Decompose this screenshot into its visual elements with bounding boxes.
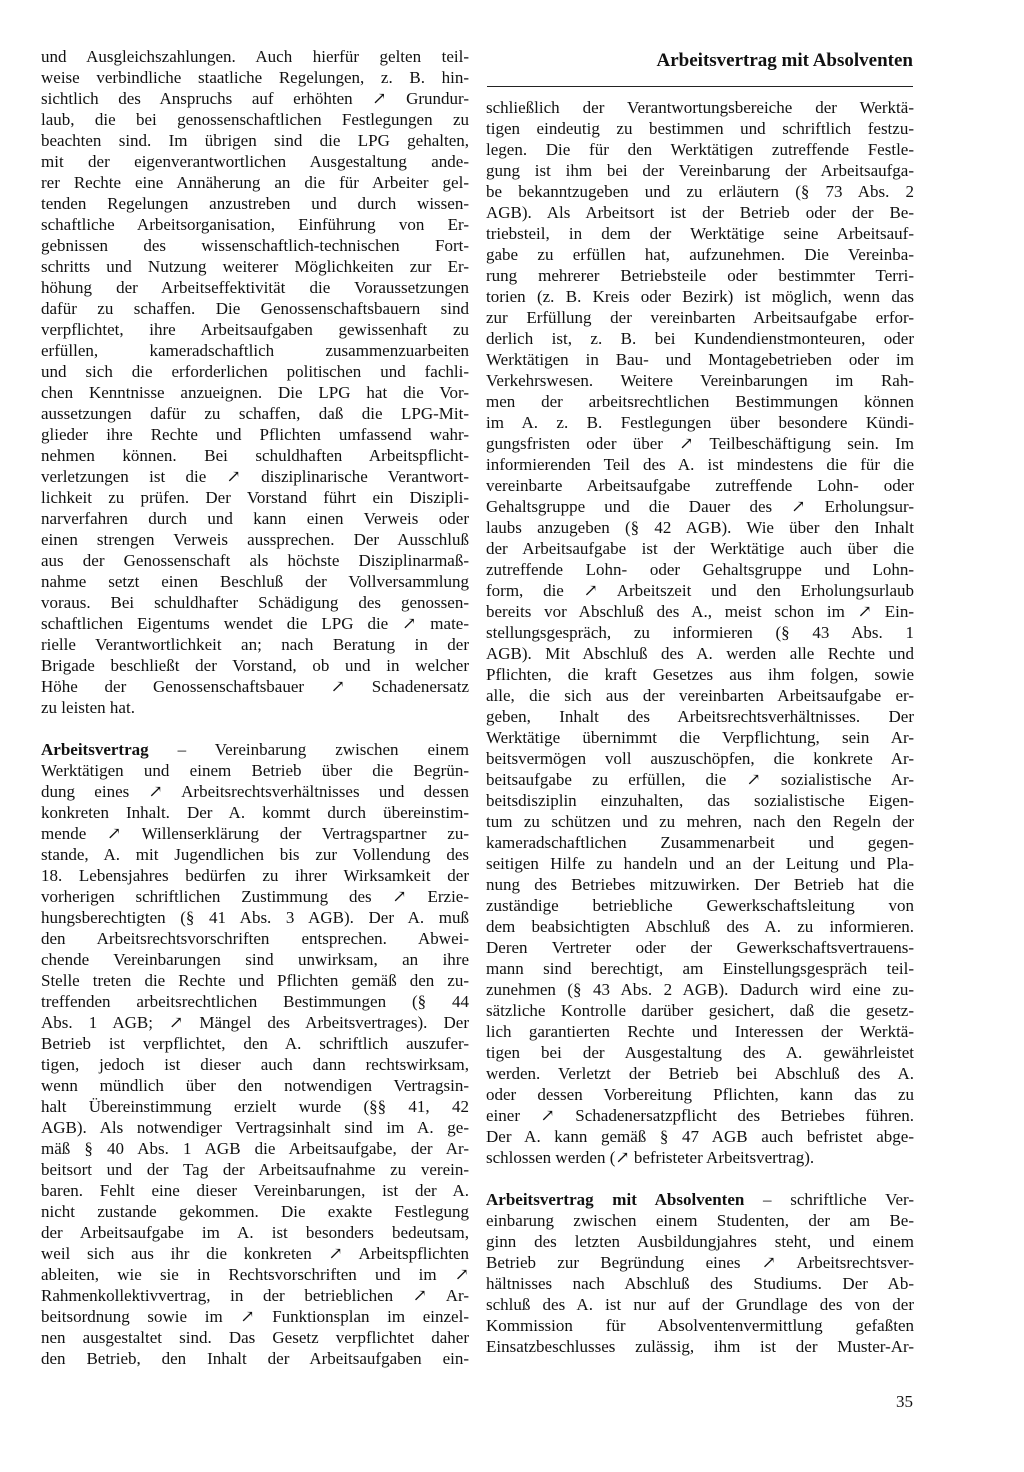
text-line: vereinbarte Arbeitsaufgabe zutreffende Lohn- oder bbox=[486, 476, 914, 495]
text-line: men der arbeitsrechtlichen Bestimmungen können bbox=[486, 392, 914, 411]
text-line: dung eines ↗ Arbeitsrechtsverhältnisses und dessen bbox=[41, 782, 469, 801]
text-line: derlich ist, z. B. bei Kundendienstmonteuren, oder bbox=[486, 329, 914, 348]
text-line: gebnissen des wissenschaftlich-technischen Fort- bbox=[41, 236, 469, 255]
text-line: mäß § 40 Abs. 1 AGB die Arbeitsaufgabe, der Ar- bbox=[41, 1139, 469, 1158]
text-line: Höhe der Genossenschaftsbauer ↗ Schadenersatz bbox=[41, 677, 469, 696]
entry-gap bbox=[486, 1168, 914, 1189]
text-line: chende Vereinbarungen sind unwirksam, an ihre bbox=[41, 950, 469, 969]
text-line: gungsfristen oder über ↗ Teilbeschäftigung sein. Im bbox=[486, 434, 914, 453]
text-line: seitigen Hilfe zu handeln und an der Leitung und Pla- bbox=[486, 854, 914, 873]
text-line: zutreffende Lohn- oder Gehaltsgruppe und Lohn- bbox=[486, 560, 914, 579]
text-line: lichkeit zu prüfen. Der Vorstand führt ein Diszipli- bbox=[41, 488, 469, 507]
text-line: Gehaltsgruppe und die Dauer des ↗ Erholungsur- bbox=[486, 497, 914, 516]
text-line: und sich die erforderlichen politischen und fachli- bbox=[41, 362, 469, 381]
text-line: den Arbeitsrechtsvorschriften entsprechen. Abwei- bbox=[41, 929, 469, 948]
text-line: 18. Lebensjahres bedürfen zu ihrer Wirksamkeit der bbox=[41, 866, 469, 885]
text-line: nehmen können. Bei schuldhaften Arbeitspflicht- bbox=[41, 446, 469, 465]
text-line: beitsdisziplin einzuhalten, das sozialistische Eigen- bbox=[486, 791, 914, 810]
text-line: Brigade beschließt der Vorstand, ob und in welcher bbox=[41, 656, 469, 675]
text-line: erfüllen, kameradschaftlich zusammenzuarbeiten bbox=[41, 341, 469, 360]
text-line: torien (z. B. Kreis oder Bezirk) ist möglich, wenn das bbox=[486, 287, 914, 306]
text-line: zur Erfüllung der vereinbarten Arbeitsaufgabe erfor- bbox=[486, 308, 914, 327]
text-line: wenn mündlich über den notwendigen Vertragsin- bbox=[41, 1076, 469, 1095]
text-line: schritts und Nutzung weiterer Möglichkeiten zur Er- bbox=[41, 257, 469, 276]
text-line: nen ausgestaltet sind. Das Gesetz verpflichtet daher bbox=[41, 1328, 469, 1347]
text-line: vorherigen schriftlichen Zustimmung des ↗ Erzie- bbox=[41, 887, 469, 906]
text-line: tigen bei der Ausgestaltung des A. gewährleistet bbox=[486, 1043, 914, 1062]
text-line: Einsatzbeschlusses zulässig, ihm ist der Muster-Ar- bbox=[486, 1337, 914, 1356]
text-line: Der A. kann gemäß § 47 AGB auch befristet abge- bbox=[486, 1127, 914, 1146]
text-line: AGB). Als Arbeitsort ist der Betrieb oder der Be- bbox=[486, 203, 914, 222]
text-line: beitsaufgabe zu erfüllen, die ↗ sozialistische Ar- bbox=[486, 770, 914, 789]
text-line: form, die ↗ Arbeitszeit und den Erholungsurlaub bbox=[486, 581, 914, 600]
text-line: zuständige betriebliche Gewerkschaftsleitung von bbox=[486, 896, 914, 915]
text-line: oder dessen Vorbereitung Pflichten, kann das zu bbox=[486, 1085, 914, 1104]
text-line: geben, Inhalt des Arbeitsrechtsverhältnisses. Der bbox=[486, 707, 914, 726]
left-column bbox=[41, 46, 469, 1369]
right-column-text bbox=[486, 97, 914, 1168]
text-line: rung mehrerer Betriebsteile oder bestimmter Terri- bbox=[486, 266, 914, 285]
text-line: nicht zustande gekommen. Die exakte Festlegung bbox=[41, 1202, 469, 1221]
text-line: im A. z. B. Festlegungen über besondere Kündi- bbox=[486, 413, 914, 432]
text-line: kameradschaftlichen Zusammenarbeit und gegen- bbox=[486, 833, 914, 852]
text-line: Verkehrswesen. Weitere Vereinbarungen im Rah- bbox=[486, 371, 914, 390]
text-line: beitsordnung sowie im ↗ Funktionsplan im einzel- bbox=[41, 1307, 469, 1326]
text-line: chen Kenntnisse anzueignen. Die LPG hat die Vor- bbox=[41, 383, 469, 402]
text-line: hältnisses nach Abschluß des Studiums. Der Ab- bbox=[486, 1274, 914, 1293]
text-line: und Ausgleichszahlungen. Auch hierfür gelten teil- bbox=[41, 47, 469, 66]
text-line: schluß des A. ist nur auf der Grundlage des von der bbox=[486, 1295, 914, 1314]
text-line: sichtlich des Anspruchs auf erhöhten ↗ Grundur- bbox=[41, 89, 469, 108]
entry-term: Arbeitsvertrag bbox=[41, 740, 149, 759]
text-line: sätzliche Kontrolle darüber gesichert, daß die gesetz- bbox=[486, 1001, 914, 1020]
entry-arbeitsvertrag-mit-absolventen bbox=[486, 1189, 914, 1357]
text-line: einen strengen Verweis aussprechen. Der Ausschluß bbox=[41, 530, 469, 549]
text-line: voraus. Bei schuldhafter Schädigung des genossen- bbox=[41, 593, 469, 612]
text-line: tenden Regelungen anzustreben und durch wissen- bbox=[41, 194, 469, 213]
text-line: verpflichtet, ihre Arbeitsaufgaben gewissenhaft zu bbox=[41, 320, 469, 339]
text-line: baren. Fehlt eine dieser Vereinbarungen, ist der A. bbox=[41, 1181, 469, 1200]
text-line: beitsort und der Tag der Arbeitsaufnahme zu verein- bbox=[41, 1160, 469, 1179]
text-line: glieder ihre Rechte und Pflichten umfassend wahr- bbox=[41, 425, 469, 444]
text-line: tigen eindeutig zu bestimmen und schriftlich festzu- bbox=[486, 119, 914, 138]
text-line: gung ist ihm bei der Vereinbarung der Arbeitsaufga- bbox=[486, 161, 914, 180]
text-line bbox=[41, 739, 469, 760]
entry-gap bbox=[41, 718, 469, 739]
text-line: einer ↗ Schadenersatzpflicht des Betriebes führen. bbox=[486, 1106, 914, 1125]
text-line: AGB). Mit Abschluß des A. werden alle Rechte und bbox=[486, 644, 914, 663]
left-column-text bbox=[41, 46, 469, 718]
text-line: laubs anzugeben (§ 42 AGB). Wie über den Inhalt bbox=[486, 518, 914, 537]
text-line: weise verbindliche staatliche Regelungen, z. B. hin- bbox=[41, 68, 469, 87]
text-line: Stelle treten die Rechte und Pflichten gemäß den zu- bbox=[41, 971, 469, 990]
text-line: weil sich aus ihr die konkreten ↗ Arbeitspflichten bbox=[41, 1244, 469, 1263]
page-number: 35 bbox=[896, 1392, 913, 1411]
text-line: triebsteil, in dem der Werktätige seine Arbeitsauf- bbox=[486, 224, 914, 243]
text-line: schlossen werden (↗ befristeter Arbeitsvertrag). bbox=[486, 1148, 815, 1167]
text-line: bereits vor Abschluß des A., meist schon im ↗ Ein- bbox=[486, 602, 914, 621]
text-line: nung des Betriebes mitzuwirken. Der Betrieb hat die bbox=[486, 875, 914, 894]
text-line: der Arbeitsaufgabe im A. ist besonders bedeutsam, bbox=[41, 1223, 469, 1242]
text-line: beitsvermögen voll auszuschöpfen, die konkrete Ar- bbox=[486, 749, 914, 768]
text-line: rielle Verantwortlichkeit an; nach Beratung in der bbox=[41, 635, 469, 654]
text-line: schaftliche Arbeitsorganisation, Einführung von Er- bbox=[41, 215, 469, 234]
text-line: den Betrieb, den Inhalt der Arbeitsaufgaben ein- bbox=[41, 1349, 469, 1368]
text-line: tum zu schützen und zu mehren, nach den Regeln der bbox=[486, 812, 914, 831]
text-line: halt Übereinstimmung erzielt wurde (§§ 41, 42 bbox=[41, 1097, 469, 1116]
entry-definition-start: – schriftliche Ver- bbox=[744, 1190, 914, 1209]
text-line: schaftlichen Eigentums wendet die LPG die ↗ mate- bbox=[41, 614, 469, 633]
text-line: stellungsgespräch, zu informieren (§ 43 Abs. 1 bbox=[486, 623, 914, 642]
text-line: Pflichten, die kraft Gesetzes aus ihm folgen, sowie bbox=[486, 665, 914, 684]
text-line: mann sind berechtigt, am Einstellungsgespräch teil- bbox=[486, 959, 914, 978]
text-line: dem beabsichtigten Abschluß des A. zu informieren. bbox=[486, 917, 914, 936]
text-line: höhung der Arbeitseffektivität die Voraussetzungen bbox=[41, 278, 469, 297]
entry-term: Arbeitsvertrag mit Absolventen bbox=[486, 1190, 745, 1209]
running-title: Arbeitsvertrag mit Absolventen bbox=[656, 50, 913, 71]
text-line: Werktätigen in Bau- und Montagebetrieben oder im bbox=[486, 350, 914, 369]
text-line bbox=[486, 1189, 914, 1210]
text-line: aussetzungen dafür zu schaffen, daß die LPG-Mit- bbox=[41, 404, 469, 423]
text-line: Werktätige übernimmt die Verpflichtung, sein Ar- bbox=[486, 728, 914, 747]
right-column bbox=[486, 97, 914, 1357]
text-line: ableiten, wie sie in Rechtsvorschriften und im ↗ bbox=[41, 1265, 469, 1284]
text-line: be bekanntzugeben und zu erläutern (§ 73 Abs. 2 bbox=[486, 182, 914, 201]
text-line: aus der Genossenschaft als höchste Disziplinarmaß- bbox=[41, 551, 469, 570]
text-line: stande, A. mit Jugendlichen bis zur Vollendung des bbox=[41, 845, 469, 864]
text-line: mende ↗ Willenserklärung der Vertragspartner zu- bbox=[41, 824, 469, 843]
text-line: Rahmenkollektivvertrag, in der betrieblichen ↗ Ar- bbox=[41, 1286, 469, 1305]
text-line: verletzungen ist die ↗ disziplinarische Verantwort- bbox=[41, 467, 469, 486]
text-line: Abs. 1 AGB; ↗ Mängel des Arbeitsvertrages). Der bbox=[41, 1013, 469, 1032]
text-line: Betrieb zur Begründung eines ↗ Arbeitsrechtsver- bbox=[486, 1253, 914, 1272]
text-line: der Arbeitsaufgabe ist der Werktätige auch über die bbox=[486, 539, 914, 558]
text-line: tigen, jedoch ist dieser auch dann rechtswirksam, bbox=[41, 1055, 469, 1074]
text-line: zunehmen (§ 43 Abs. 2 AGB). Dadurch wird eine zu- bbox=[486, 980, 914, 999]
text-line: treffenden arbeitsrechtlichen Bestimmungen (§ 44 bbox=[41, 992, 469, 1011]
text-line: alle, die sich aus der vereinbarten Arbeitsaufgabe er- bbox=[486, 686, 914, 705]
text-line: informierenden Teil des A. ist mindestens die für die bbox=[486, 455, 914, 474]
text-line: rer Rechte eine Annäherung an die für Arbeiter gel- bbox=[41, 173, 469, 192]
entry-definition-start: – Vereinbarung zwischen einem bbox=[148, 740, 469, 759]
entry-arbeitsvertrag bbox=[41, 739, 469, 1369]
text-line: AGB). Als notwendiger Vertragsinhalt sind im A. ge- bbox=[41, 1118, 469, 1137]
header-rule bbox=[487, 86, 913, 87]
text-line: Kommission für Absolventenvermittlung gefaßten bbox=[486, 1316, 914, 1335]
text-line: narverfahren durch und kann einen Verweis oder bbox=[41, 509, 469, 528]
text-line: nahme setzt einen Beschluß der Vollversammlung bbox=[41, 572, 469, 591]
text-line: gabe zu erfüllen hat, aufzunehmen. Die Vereinba- bbox=[486, 245, 914, 264]
text-line: legen. Die für den Werktätigen zutreffende Festle- bbox=[486, 140, 914, 159]
text-line: schließlich der Verantwortungsbereiche der Werktä- bbox=[486, 98, 914, 117]
text-line: konkreten Inhalt. Der A. kommt durch übereinstim- bbox=[41, 803, 469, 822]
text-line: zu leisten hat. bbox=[41, 698, 135, 717]
text-line: laub, die bei genossenschaftlichen Festlegungen zu bbox=[41, 110, 469, 129]
text-line: dafür zu schaffen. Die Genossenschaftsbauern sind bbox=[41, 299, 469, 318]
text-line: ginn des letzten Ausbildungjahres steht, und einem bbox=[486, 1232, 914, 1251]
text-line: Betrieb ist verpflichtet, den A. schriftlich auszufer- bbox=[41, 1034, 469, 1053]
text-line: lich garantierten Rechte und Interessen der Werktä- bbox=[486, 1022, 914, 1041]
text-line: einbarung zwischen einem Studenten, der am Be- bbox=[486, 1211, 914, 1230]
text-line: beachten sind. Im übrigen sind die LPG gehalten, bbox=[41, 131, 469, 150]
text-line: hungsberechtigten (§ 41 Abs. 3 AGB). Der A. muß bbox=[41, 908, 469, 927]
text-line: Werktätigen und einem Betrieb über die Begrün- bbox=[41, 761, 469, 780]
text-line: werden. Verletzt der Betrieb bei Abschluß des A. bbox=[486, 1064, 914, 1083]
text-line: mit der eigenverantwortlichen Ausgestaltung ande- bbox=[41, 152, 469, 171]
text-line: Deren Vertreter oder der Gewerkschaftsvertrauens- bbox=[486, 938, 914, 957]
